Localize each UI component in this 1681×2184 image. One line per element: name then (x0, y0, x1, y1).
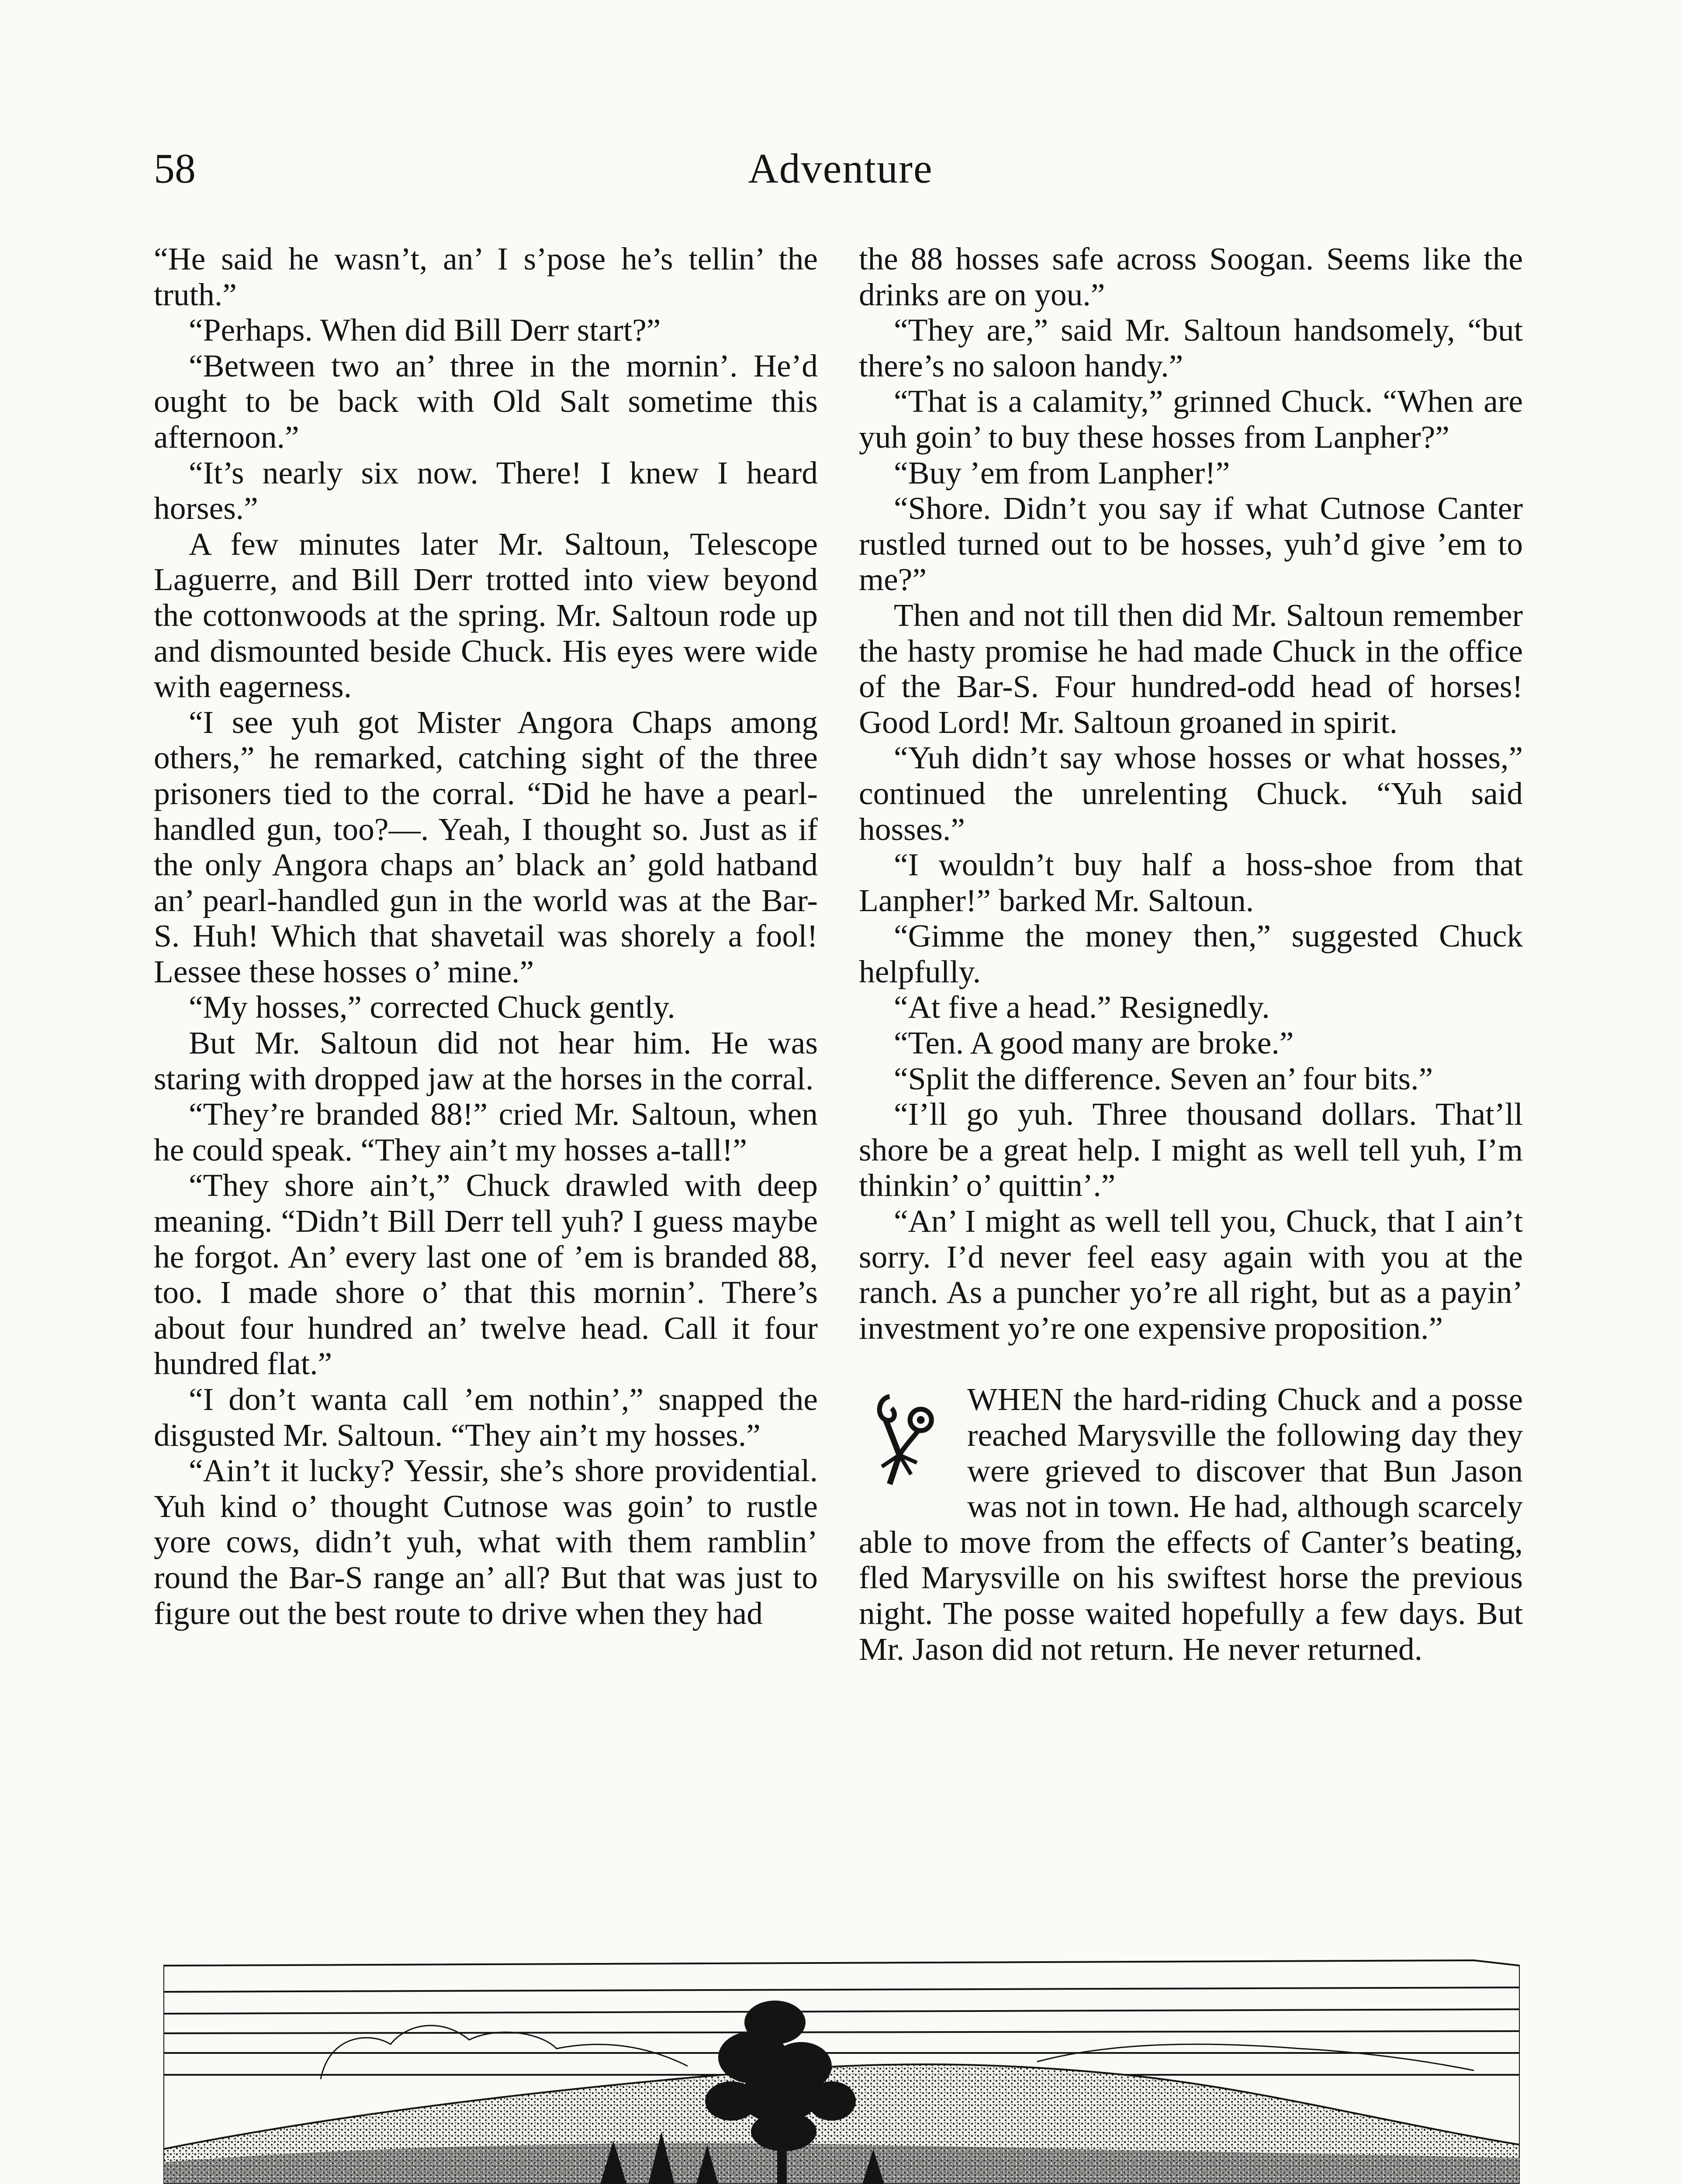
paragraph: Then and not till then did Mr. Saltoun remember the hasty promise he had made Chuck in the office of the Bar-S. Four hundred-odd head of horses! Good Lord! Mr. Saltoun groaned in spirit. (859, 597, 1523, 740)
paragraph: But Mr. Saltoun did not hear him. He was staring with dropped jaw at the horses in the corral. (154, 1025, 818, 1096)
paragraph: A few minutes later Mr. Saltoun, Telescope Laguerre, and Bill Derr trotted into view beyond the cottonwoods at the spring. Mr. Saltoun rode up and dismounted beside Chuck. His eyes were wide with eagerness. (154, 526, 818, 705)
paragraph: “They are,” said Mr. Saltoun handsomely, “but there’s no saloon handy.” (859, 312, 1523, 384)
paragraph: “I see yuh got Mister Angora Chaps among others,” he remarked, catching sight of the three prisoners tied to the corral. “Did he have a pearl-handled gun, too?—. Yeah, I thought so. Just as if the only Angora chaps an’ black an’ gold hatband an’ pearl-handled gun in the world was at the Bar-S. Huh! Which that shavetail was shorely a fool! Lessee these hosses o’ mine.” (154, 704, 818, 989)
paragraph: “That is a calamity,” grinned Chuck. “When are yuh goin’ to buy these hosses from Lanpher?” (859, 384, 1523, 455)
paragraph: WHEN the hard-riding Chuck and a posse reached Marysville the following day they were grieved to discover that Bun Jason was not in town. He had, although scarcely able to move from the effects of Canter’s beating, fled Marysville on his swiftest horse the previous night. The posse waited hopefully a few days. But Mr. Jason did not return. He never returned. (859, 1382, 1523, 1667)
paragraph: “Gimme the money then,” suggested Chuck helpfully. (859, 918, 1523, 989)
section-break (859, 1346, 1523, 1382)
paragraph: “He said he wasn’t, an’ I s’pose he’s tellin’ the truth.” (154, 241, 818, 312)
paragraph: “Between two an’ three in the mornin’. He’d ought to be back with Old Salt sometime this afternoon.” (154, 348, 818, 455)
paragraph: “I wouldn’t buy half a hoss-shoe from that Lanpher!” barked Mr. Saltoun. (859, 847, 1523, 918)
paragraph: “An’ I might as well tell you, Chuck, that I ain’t sorry. I’d never feel easy again with you at the ranch. As a puncher yo’re all right, but as a payin’ investment yo’re one expensive proposition.” (859, 1203, 1523, 1346)
paragraph: “Perhaps. When did Bill Derr start?” (189, 312, 661, 348)
left-column (154, 241, 818, 1631)
paragraph: “Ain’t it lucky? Yessir, she’s shore providential. Yuh kind o’ thought Cutnose was goin’ to rustle yore cows, didn’t yuh, what with them ramblin’ round the Bar-S range an’ all? But that was just to figure out the best route to drive when they had (154, 1453, 818, 1631)
paragraph: “My hosses,” corrected Chuck gently. (189, 989, 675, 1025)
paragraph: the 88 hosses safe across Soogan. Seems like the drinks are on you.” (859, 241, 1523, 312)
paragraph: “They’re branded 88!” cried Mr. Saltoun, when he could speak. “They ain’t my hosses a-tall!” (154, 1096, 818, 1168)
paragraph: “Split the difference. Seven an’ four bits.” (894, 1061, 1433, 1096)
paragraph: “They shore ain’t,” Chuck drawled with deep meaning. “Didn’t Bill Derr tell yuh? I guess maybe he forgot. An’ every last one of ’em is branded 88, too. I made shore o’ that this mornin’. There’s about four hundred an’ twelve head. Call it four hundred flat.” (154, 1168, 818, 1382)
paragraph: “I’ll go yuh. Three thousand dollars. That’ll shore be a great help. I might as well tell yuh, I’m thinkin’ o’ quittin’.” (859, 1096, 1523, 1203)
paragraph: “At five a head.” Resignedly. (894, 989, 1270, 1025)
paragraph: “It’s nearly six now. There! I knew I heard horses.” (154, 455, 818, 526)
spur-ornament-icon (859, 1387, 959, 1494)
paragraph: “I don’t wanta call ’em nothin’,” snapped the disgusted Mr. Saltoun. “They ain’t my hosses.” (154, 1382, 818, 1453)
paragraph: “Yuh didn’t say whose hosses or what hosses,” continued the unrelenting Chuck. “Yuh said hosses.” (859, 740, 1523, 847)
paragraph: “Shore. Didn’t you say if what Cutnose Canter rustled turned out to be hosses, yuh’d give ’em to me?” (859, 491, 1523, 598)
right-column (859, 241, 1523, 1667)
running-title: Adventure (748, 145, 933, 192)
paragraph: “Buy ’em from Lanpher!” (894, 455, 1230, 491)
landscape-tailpiece (163, 1957, 1520, 2184)
page-number: 58 (154, 145, 196, 192)
paragraph: “Ten. A good many are broke.” (894, 1025, 1294, 1061)
